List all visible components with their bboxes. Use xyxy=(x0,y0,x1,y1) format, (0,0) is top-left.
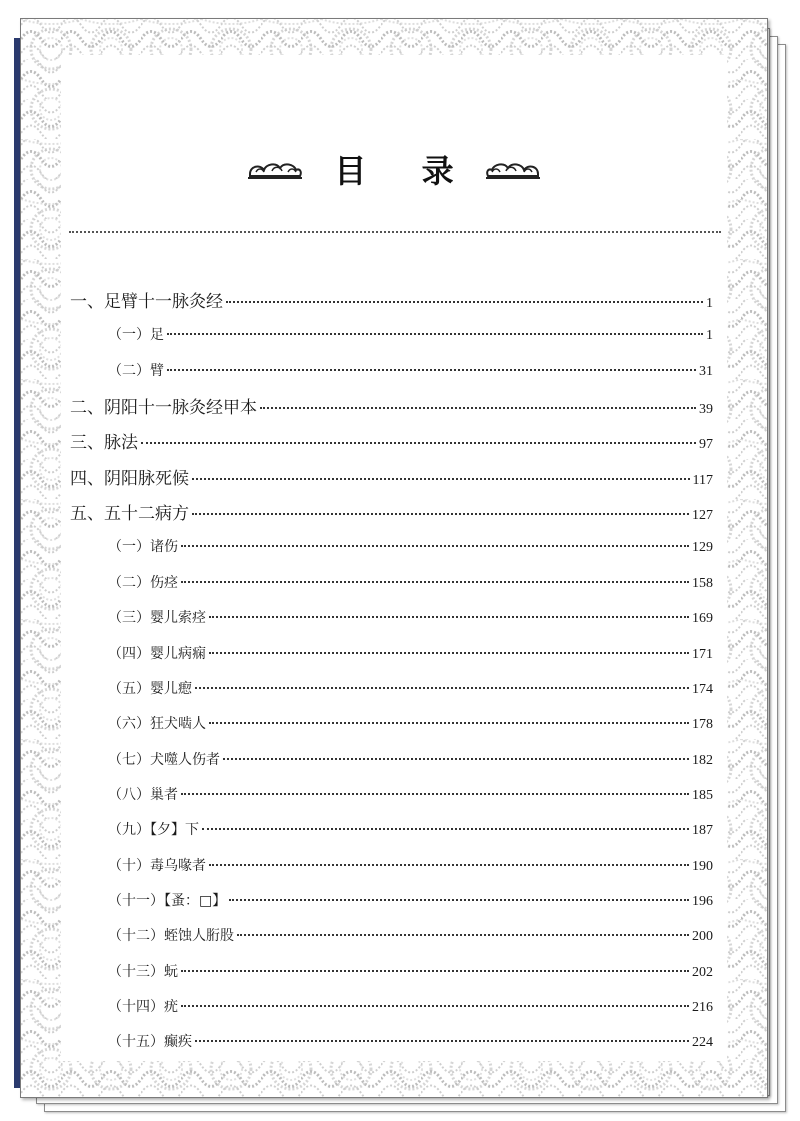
page-title: 目 录 xyxy=(334,152,476,190)
toc-entry xyxy=(108,643,713,663)
dot-leader xyxy=(181,545,689,547)
toc-entry-label: （二）臂 xyxy=(108,362,164,379)
toc-entry xyxy=(108,1031,713,1051)
toc-entry-page-number: 202 xyxy=(692,964,713,980)
toc-entry-page-number: 185 xyxy=(692,787,713,803)
toc-entry-label: 四、阴阳脉死候 xyxy=(70,468,189,489)
toc-entry-label: （一）诸伤 xyxy=(108,539,178,556)
toc-entry-label: （十）毒乌喙者 xyxy=(108,857,206,874)
toc-entry xyxy=(108,819,713,839)
toc-entry xyxy=(108,360,713,380)
toc-entry-label: 一、足臂十一脉灸经 xyxy=(70,292,223,312)
content-area xyxy=(61,55,727,1061)
toc-entry-page-number: 1 xyxy=(706,296,713,311)
toc-entry-label: （十三）蚖 xyxy=(108,963,178,980)
toc-entry xyxy=(70,428,713,453)
toc-entry xyxy=(108,607,713,627)
toc-entry xyxy=(108,961,713,981)
dot-leader xyxy=(223,758,689,760)
toc-entry-page-number: 97 xyxy=(699,437,713,453)
toc-entry xyxy=(108,749,713,769)
toc-entry-page-number: 190 xyxy=(692,858,713,874)
dot-leader xyxy=(237,934,689,936)
toc-page xyxy=(20,18,768,1098)
toc-entry-label: （四）婴儿病痫 xyxy=(108,645,206,662)
toc-entry-label: （十一）【蚤：□】 xyxy=(108,892,227,909)
dot-leader xyxy=(209,864,689,866)
toc-entry-label: （七）犬噬人伤者 xyxy=(108,751,220,768)
toc-entry-page-number: 200 xyxy=(692,929,713,945)
toc-entry-label: （五）婴儿瘛 xyxy=(108,680,192,697)
toc-entry xyxy=(108,678,713,698)
toc-entry-label: （十四）疣 xyxy=(108,999,178,1015)
dot-leader xyxy=(167,369,696,371)
dot-leader xyxy=(195,1040,689,1042)
toc-entry-label: （十二）蛭蚀人胻股 xyxy=(108,928,234,945)
toc-entry-page-number: 182 xyxy=(692,752,713,768)
toc-entry xyxy=(70,464,713,489)
toc-entry-label: （六）狂犬啮人 xyxy=(108,716,206,733)
toc-entry-page-number: 129 xyxy=(692,540,713,556)
toc-entry-page-number: 196 xyxy=(692,893,713,909)
toc-entry xyxy=(108,855,713,875)
dot-leader xyxy=(192,513,689,515)
toc-entry xyxy=(108,784,713,804)
toc-entry xyxy=(108,996,713,1016)
dot-leader xyxy=(209,652,689,654)
toc-entry-page-number: 178 xyxy=(692,717,713,733)
toc-entry xyxy=(70,499,713,524)
dot-leader xyxy=(195,687,689,689)
toc-entry-page-number: 187 xyxy=(692,823,713,839)
toc-entry-label: （一）足 xyxy=(108,327,164,344)
dot-leader xyxy=(229,899,689,901)
toc-entry xyxy=(108,890,713,910)
dot-leader xyxy=(181,1005,689,1007)
toc-entry xyxy=(70,287,713,312)
toc-entry-page-number: 127 xyxy=(692,508,713,524)
toc-entry xyxy=(108,713,713,733)
toc-entry-label: 三、脉法 xyxy=(70,433,138,454)
toc-entry-page-number: 31 xyxy=(699,363,713,379)
dot-leader xyxy=(226,301,703,303)
toc-entry xyxy=(70,393,713,418)
dot-leader xyxy=(209,616,689,618)
toc-entry-page-number: 171 xyxy=(692,646,713,662)
dot-leader xyxy=(209,722,689,724)
toc-entry-label: （二）伤痉 xyxy=(108,574,178,591)
toc-entry-label: 五、五十二病方 xyxy=(70,504,189,525)
toc-entry xyxy=(108,925,713,945)
toc-entry-page-number: 216 xyxy=(692,1000,713,1015)
toc-entry-label: （十五）癫疾 xyxy=(108,1034,192,1051)
toc-entry xyxy=(108,324,713,344)
dot-leader xyxy=(141,442,696,444)
toc-entry-page-number: 224 xyxy=(692,1035,713,1051)
toc-entry xyxy=(108,536,713,556)
toc-entry-label: 二、阴阳十一脉灸经甲本 xyxy=(70,398,257,419)
toc-entry-label: （九）【夕】下 xyxy=(108,822,199,839)
toc-entry-page-number: 158 xyxy=(692,575,713,591)
dot-leader xyxy=(181,970,689,972)
toc-entry-label: （三）婴儿索痉 xyxy=(108,610,206,627)
toc-entry xyxy=(108,572,713,592)
dot-leader xyxy=(181,793,689,795)
toc-list xyxy=(61,55,727,1061)
toc-entry-page-number: 169 xyxy=(692,611,713,627)
dot-leader xyxy=(192,478,690,480)
dot-leader xyxy=(202,828,689,830)
dot-leader xyxy=(260,407,696,409)
dot-leader xyxy=(167,333,703,335)
toc-entry-label: （八）巢者 xyxy=(108,786,178,803)
toc-entry-page-number: 39 xyxy=(699,402,713,418)
toc-entry-page-number: 174 xyxy=(692,681,713,697)
toc-entry-page-number: 1 xyxy=(706,328,713,344)
dot-leader xyxy=(181,581,689,583)
toc-entry-page-number: 117 xyxy=(692,472,713,488)
